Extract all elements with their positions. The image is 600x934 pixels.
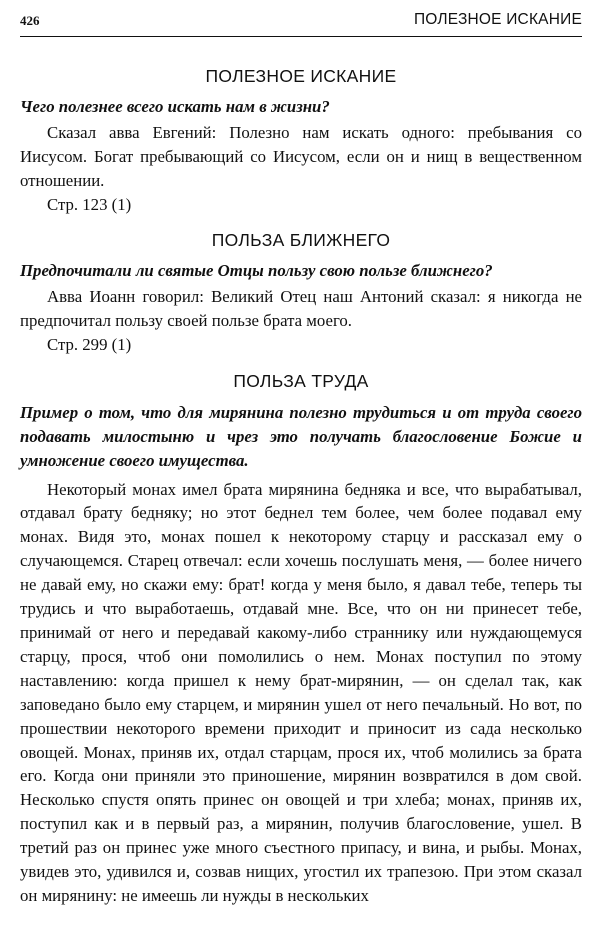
section-question: Пример о том, что для мирянина полезно трудиться и от труда своего подавать милостыню и чрез это получать благословение Божие и умножение своего имущества. — [20, 402, 582, 470]
section-reference: Стр. 123 (1) — [47, 194, 132, 214]
page-number: 426 — [20, 13, 40, 28]
running-title: ПОЛЕЗНОЕ ИСКАНИЕ — [413, 11, 582, 28]
section-heading: ПОЛЕЗНОЕ ИСКАНИЕ — [205, 66, 397, 86]
section-body: Авва Иоанн говорил: Великий Отец наш Антоний сказал: я никогда не предпочитал пользу своей пользе брата моего. — [20, 286, 582, 330]
section-reference: Стр. 299 (1) — [47, 334, 132, 354]
section-heading: ПОЛЬЗА ТРУДА — [233, 370, 369, 391]
section-body: Сказал авва Евгений: Полезно нам искать одного: пребывания со Иисусом. Богат пребывающий со Иисусом, если он и нищ в вещественном отношении. — [20, 123, 582, 190]
section-labor-benefit — [20, 369, 582, 908]
section-useful-seeking — [20, 64, 582, 217]
section-neighbor-benefit — [20, 228, 582, 357]
section-question: Чего полезнее всего искать нам в жизни? — [20, 97, 330, 116]
running-header — [20, 0, 582, 37]
section-question: Предпочитали ли святые Отцы пользу свою пользе ближнего? — [20, 260, 493, 280]
section-heading: ПОЛЬЗА БЛИЖНЕГО — [211, 229, 391, 250]
section-body: Некоторый монах имел брата мирянина бедняка и все, что вырабатывал, отдавал брату бедняку; но этот беднел тем более, чем более подавал ему монах. Видя это, монах пошел к некоторому старцу и рассказал ему о случающемся. Старец отвечал: если хочешь послушать меня, — более ничего не давай ему, но скажи ему: брат! когда у меня было, я давал тебе, теперь ты трудись и что выработаешь, отдавай мне. Все, что он ни принесет тебе, принимай от него и передавай какому-либо страннику или нуждающемуся старцу, прося, чтоб они помолились о нем. Монах поступил по этому наставлению: когда пришел к нему брат-мирянин, — он сделал так, как заповедано было ему старцем, и мирянин ушел от него печальный. Но вот, по прошествии некоторого времени приходит и приносит из сада несколько овощей. Монах, приняв их, отдал старцам, прося их, чтоб молились за брата его. Когда они приняли это приношение, мирянин возвратился в дом свой. Несколько спустя опять принес он овощей и три хлеба; монах, приняв их, поступил как и в первый раз, а мирянин, получив благословение, ушел. В третий раз он принес уже много съестного припасу, и вина, и рыбы. Монах, увидев это, удивился и, созвав нищих, угостил их трапезою. При этом сказал он мирянину: не имеешь ли нужды в нескольких — [20, 479, 582, 905]
